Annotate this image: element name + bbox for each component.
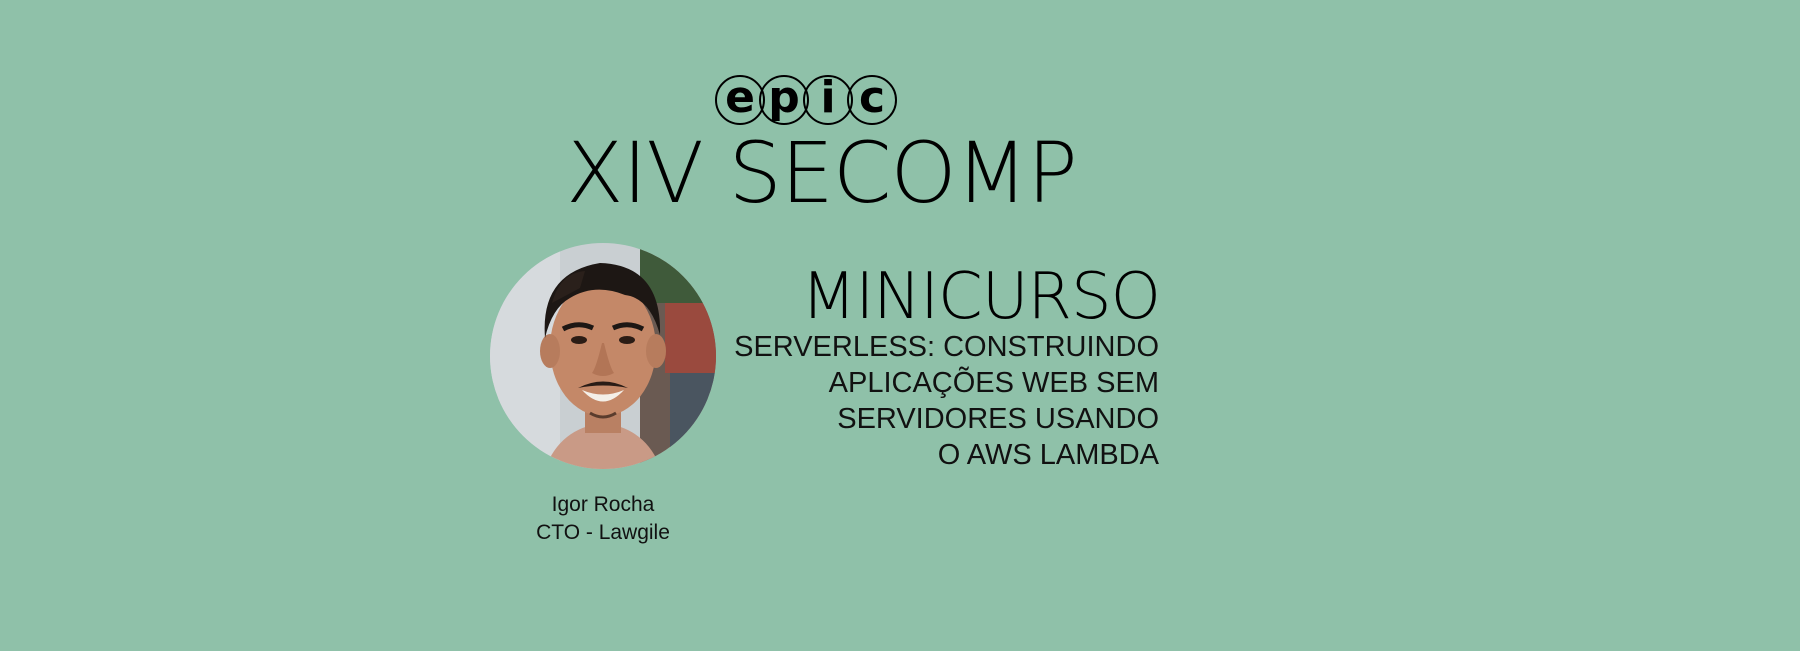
epic-logo <box>715 72 891 125</box>
logo-letter: c <box>847 75 897 125</box>
course-kind-heading: MINICURSO <box>801 260 1160 334</box>
course-title-line: SERVERLESS: CONSTRUINDO <box>734 331 1159 363</box>
course-title-line: SERVIDORES USANDO <box>837 403 1159 435</box>
course-title-line: APLICAÇÕES WEB SEM <box>828 367 1159 399</box>
logo-letter: p <box>759 75 809 125</box>
speaker-portrait-image <box>490 243 716 469</box>
logo-letter: i <box>803 75 853 125</box>
speaker-role: CTO - Lawgile <box>536 521 670 544</box>
logo-letter: e <box>715 75 765 125</box>
course-title-line: O AWS LAMBDA <box>937 439 1159 471</box>
course-title <box>699 329 1159 473</box>
event-title: XIV SECOMP <box>566 124 1077 222</box>
speaker-name: Igor Rocha <box>551 493 655 516</box>
speaker-photo <box>490 243 716 469</box>
